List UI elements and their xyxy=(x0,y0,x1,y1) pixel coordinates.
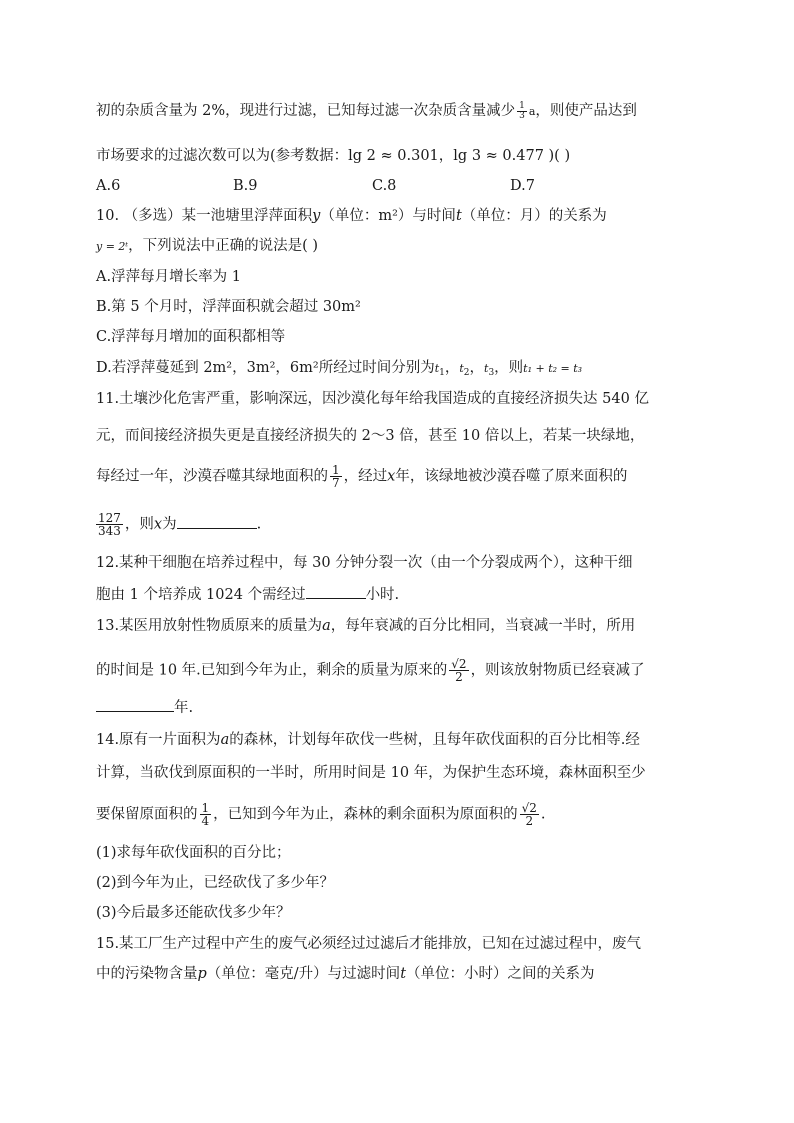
subscript: 3 xyxy=(488,368,495,378)
var-t: t xyxy=(459,362,464,375)
p12-line2 xyxy=(96,584,399,605)
formula: t₁ + t₂ = t₃ xyxy=(523,362,583,375)
text: A.浮萍每月增长率为 1 xyxy=(96,269,241,285)
p14-line3 xyxy=(96,802,546,827)
frac-num: √2 xyxy=(451,657,467,671)
text: 市场要求的过滤次数可以为(参考数据：lg 2 ≈ 0.301，lg 3 ≈ 0.477 )( ) xyxy=(96,148,571,164)
p10-option-b xyxy=(96,297,361,317)
fraction-one-seventh xyxy=(330,464,342,489)
text: （单位：小时）之间的关系为 xyxy=(406,966,595,982)
p14-question-3 xyxy=(96,903,291,923)
variable-x: x xyxy=(153,516,163,533)
p15-line2 xyxy=(96,964,595,984)
variable-p: p xyxy=(197,966,207,982)
answer-blank[interactable] xyxy=(177,514,257,529)
text: 13.某医用放射性物质原来的质量为 xyxy=(96,618,323,634)
text: . xyxy=(540,806,546,823)
answer-blank[interactable] xyxy=(96,697,174,712)
p10-line1 xyxy=(96,206,607,226)
text: . xyxy=(256,516,262,533)
answer-blank[interactable] xyxy=(306,584,366,599)
fraction-one-third xyxy=(517,102,527,121)
text: 年. xyxy=(174,700,194,716)
option-d: D.7 xyxy=(510,178,535,194)
text: （单位：毫克/升）与过滤时间 xyxy=(206,966,401,982)
frac-den: 343 xyxy=(98,524,121,538)
p14-question-1 xyxy=(96,843,291,863)
text: ，则 xyxy=(494,360,524,376)
p9-line2 xyxy=(96,146,570,166)
variable-y: y xyxy=(312,208,321,224)
variable-x: x xyxy=(387,468,396,485)
frac-num: 127 xyxy=(98,511,121,525)
text: 元，而间接经济损失更是直接经济损失的 2～3 倍，甚至 10 倍以上，若某一块绿地， xyxy=(96,428,645,444)
text: 12.某种干细胞在培养过程中，每 30 分钟分裂一次（由一个分裂成两个），这种干细 xyxy=(96,555,633,571)
option-b: B.9 xyxy=(233,178,258,194)
p13-line1 xyxy=(96,616,635,636)
frac-suffix: a xyxy=(528,105,536,118)
text: 小时. xyxy=(365,587,400,603)
formula: y = 2ᵗ xyxy=(96,240,129,253)
fraction-127-343 xyxy=(96,512,123,537)
text: C.浮萍每月增加的面积都相等 xyxy=(96,329,286,345)
text: ，则 xyxy=(124,516,154,533)
text: (1)求每年砍伐面积的百分比； xyxy=(96,845,291,861)
p11-line4 xyxy=(94,512,261,537)
p10-option-a xyxy=(96,267,241,287)
text: 年，该绿地被沙漠吞噬了原来面积的 xyxy=(395,468,628,485)
p11-line1 xyxy=(96,389,649,409)
option-c: C.8 xyxy=(372,178,397,194)
text: (2)到今年为止，已经砍伐了多少年？ xyxy=(96,875,335,891)
fraction-sqrt2-over-2 xyxy=(449,658,468,683)
p10-option-c xyxy=(96,327,285,347)
text: ，已知到今年为止，森林的剩余面积为原面积的 xyxy=(213,806,518,823)
var-t: t xyxy=(434,362,440,375)
p11-line2 xyxy=(96,426,644,446)
p14-question-2 xyxy=(96,873,334,893)
text: ，每年衰减的百分比相同，当衰减一半时，所用 xyxy=(330,618,636,634)
frac-num: 1 xyxy=(201,801,210,815)
variable-t: t xyxy=(400,966,407,982)
option-a: A.6 xyxy=(96,178,121,194)
text: 的时间是 10 年.已知到今年为止，剩余的质量为原来的 xyxy=(96,662,448,679)
p14-line1 xyxy=(96,730,640,750)
text: D.若浮萍蔓延到 2m²，3m²，6m²所经过时间分别为 xyxy=(96,360,435,376)
text: （单位：m²）与时间 xyxy=(320,208,456,224)
variable-t: t xyxy=(455,208,462,224)
frac-den: 2 xyxy=(455,670,463,684)
text: 10. （多选）某一池塘里浮萍面积 xyxy=(96,208,313,224)
text: ， xyxy=(444,360,460,376)
subscript: 1 xyxy=(439,368,445,378)
fraction-sqrt2-over-2 xyxy=(520,802,539,827)
p15-line1 xyxy=(96,934,641,954)
frac-den: 3 xyxy=(519,110,525,121)
p12-line1 xyxy=(96,553,632,573)
p10-line2 xyxy=(96,236,318,257)
text: ， xyxy=(469,360,485,376)
text: ，经过 xyxy=(343,468,388,485)
text: 胞由 1 个培养成 1024 个需经过 xyxy=(96,587,306,603)
frac-num: √2 xyxy=(521,801,537,815)
text: ，则使产品达到 xyxy=(535,103,637,119)
frac-den: 2 xyxy=(525,814,534,828)
text: ，则该放射物质已经衰减了 xyxy=(470,662,645,679)
p14-line2 xyxy=(96,763,646,783)
text: 为 xyxy=(162,516,177,533)
frac-den: 7 xyxy=(332,476,340,490)
text: 每经过一年，沙漠吞噬其绿地面积的 xyxy=(96,468,328,485)
variable-a: a xyxy=(220,732,230,748)
p13-line2 xyxy=(96,658,645,683)
frac-den: 4 xyxy=(201,814,210,828)
text: 的森林，计划每年砍伐一些树，且每年砍伐面积的百分比相等.经 xyxy=(229,732,640,748)
text: 计算，当砍伐到原面积的一半时，所用时间是 10 年，为保护生态环境，森林面积至少 xyxy=(96,765,646,781)
text: B.第 5 个月时，浮萍面积就会超过 30m² xyxy=(96,299,361,315)
text: 11.土壤沙化危害严重，影响深远，因沙漠化每年给我国造成的直接经济损失达 540 亿 xyxy=(96,391,649,407)
frac-num: 1 xyxy=(519,100,525,111)
text: 要保留原面积的 xyxy=(96,806,198,823)
fraction-one-quarter xyxy=(200,802,212,827)
frac-num: 1 xyxy=(332,463,340,477)
text: 15.某工厂生产过程中产生的废气必须经过过滤后才能排放，已知在过滤过程中，废气 xyxy=(96,936,642,952)
text: （单位：月）的关系为 xyxy=(461,208,607,224)
p13-line3 xyxy=(96,697,193,718)
p10-option-d xyxy=(96,358,582,383)
text: ，下列说法中正确的说法是( ) xyxy=(128,238,319,254)
text: 初的杂质含量为 2%，现进行过滤，已知每过滤一次杂质含量减少 xyxy=(96,103,516,119)
p9-line1 xyxy=(96,101,637,122)
var-t: t xyxy=(484,362,489,375)
variable-a: a xyxy=(322,618,331,634)
p11-line3 xyxy=(96,464,627,489)
text: (3)今后最多还能砍伐多少年？ xyxy=(96,905,291,921)
text: 14.原有一片面积为 xyxy=(96,732,221,748)
subscript: 2 xyxy=(463,368,470,378)
text: 中的污染物含量 xyxy=(96,966,198,982)
